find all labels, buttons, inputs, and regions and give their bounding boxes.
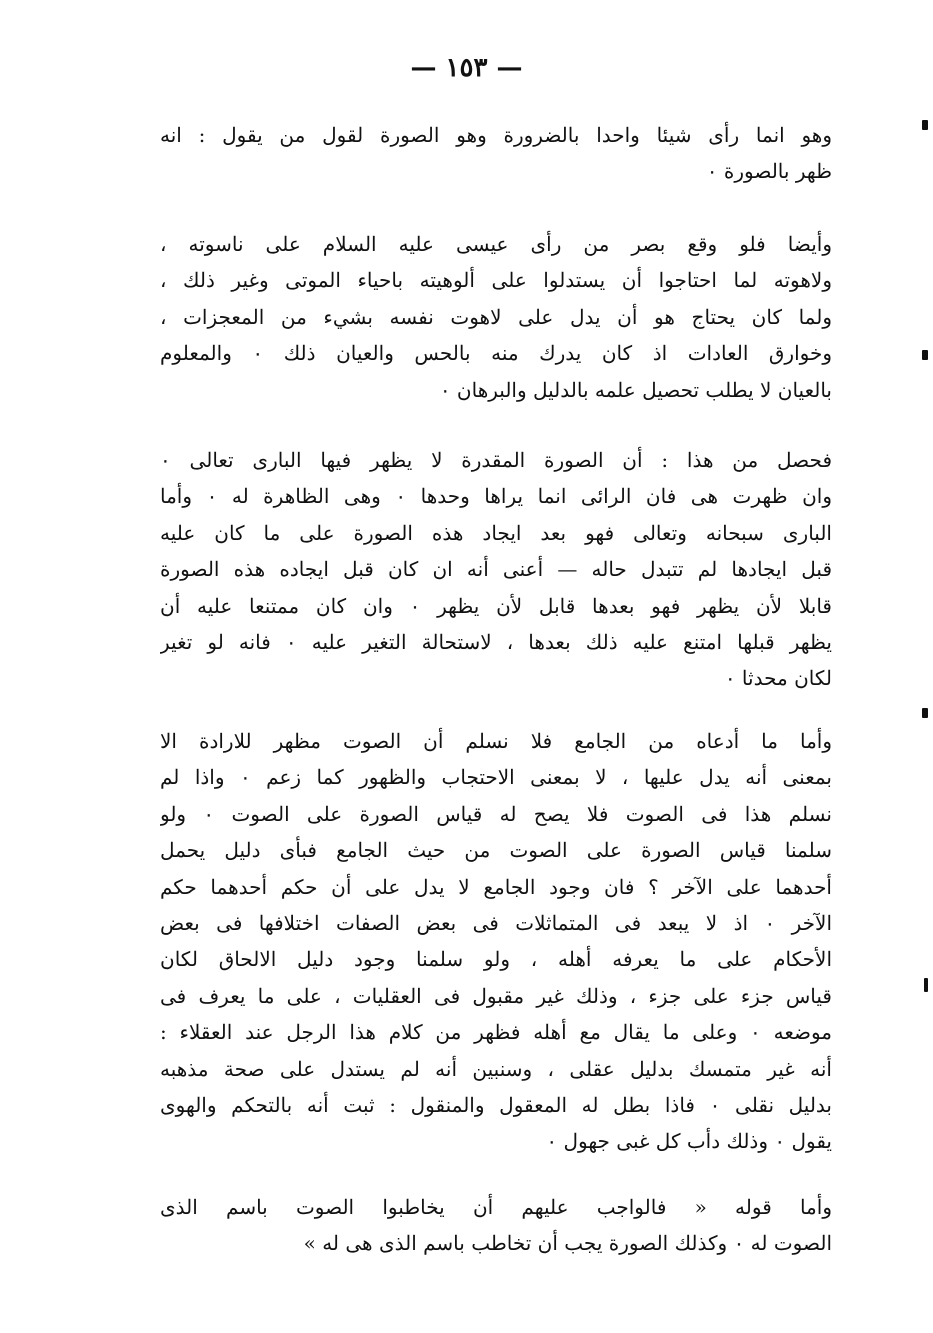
text-line: وهو انما رأى شيئا واحدا بالضرورة وهو الصورة لقول من يقول : انه bbox=[160, 123, 832, 147]
text-line: ولاهوته لما احتاجوا أن يستدلوا على ألوهيته باحياء الموتى وغير ذلك ، bbox=[160, 268, 832, 293]
text-line: وان ظهرت هى فان الرائى انما يراها وحدها ٠ وهى الظاهرة له ٠ وأما bbox=[160, 484, 832, 509]
text-line: قياس جزء على جزء ، وذلك غير مقبول فى العقليات ، على ما يعرف فى bbox=[160, 983, 832, 1008]
scan-margin-mark bbox=[922, 120, 928, 130]
text-line: الصوت له ٠ وكذلك الصورة يجب أن تخاطب باسم الذى هى له » bbox=[303, 1231, 832, 1256]
paragraph-5 bbox=[160, 1189, 832, 1262]
text-line: أنه غير متمسك بدليل عقلى ، وسنبين أنه لم يستدل على صحة مذهبه bbox=[160, 1056, 832, 1081]
paragraph-2 bbox=[160, 226, 832, 408]
text-line: قبل ايجادها لم تتبدل حاله — أعنى أنه ان كان قبل ايجاده هذه الصورة bbox=[160, 557, 832, 582]
scan-margin-mark bbox=[922, 708, 928, 718]
text-line: يظهر قبلها امتنع عليه ذلك بعدها ، لاستحالة التغير عليه ٠ فانه لو تغير bbox=[160, 629, 832, 654]
text-line: وأما ما أدعاه من الجامع فلا نسلم أن الصوت مظهر للارادة الا bbox=[160, 729, 832, 753]
text-line: وأيضا فلو وقع بصر من رأى عيسى عليه السلام على ناسوته ، bbox=[160, 232, 832, 256]
scan-margin-mark bbox=[922, 350, 928, 360]
text-line: يقول ٠ وذلك دأب كل غبى جهول ٠ bbox=[546, 1129, 832, 1154]
paragraph-4 bbox=[160, 723, 832, 1160]
text-line: أحدهما على الآخر ؟ فان وجود الجامع لا يدل على أن حكم أحدهما حكم bbox=[160, 874, 832, 899]
text-line: قابلا لأن يظهر فهو بعدها قابل لأن يظهر ٠ وان كان ممتنعا عليه أن bbox=[160, 593, 832, 618]
text-line: لكان محدثا ٠ bbox=[724, 666, 832, 691]
text-line: سلمنا قياس الصورة على الصوت من حيث الجامع فبأى دليل يحمل bbox=[160, 838, 832, 863]
text-line: وخوارق العادات اذ كان يدرك منه بالحس والعيان ذلك ٠ والمعلوم bbox=[160, 341, 832, 366]
text-line: فحصل من هذا : أن الصورة المقدرة لا يظهر فيها البارى تعالى ٠ bbox=[160, 448, 832, 472]
text-line: بالعيان لا يطلب تحصيل علمه بالدليل والبرهان ٠ bbox=[439, 377, 832, 402]
paragraph-1 bbox=[160, 117, 832, 190]
scan-margin-mark bbox=[924, 978, 928, 992]
text-line: الأحكام على ما يعرفه أهله ، ولو سلمنا وجود دليل الالحاق لكان bbox=[160, 947, 832, 972]
text-line: بمعنى أنه يدل عليها ، لا بمعنى الاحتجاب والظهور كما زعم ٠ واذا لم bbox=[160, 765, 832, 790]
text-line: البارى سبحانه وتعالى فهو بعد ايجاد هذه الصورة على ما كان عليه bbox=[160, 520, 832, 545]
text-line: الآخر ٠ اذ لا يبعد فى المتماثلات فى بعض الصفات اختلافها فى بعض bbox=[160, 910, 832, 935]
text-line: نسلم هذا فى الصوت فلا يصح له قياس الصورة على الصوت ٠ ولو bbox=[160, 801, 832, 826]
page-number: — ١٥٣ — bbox=[410, 53, 523, 83]
text-line: بدليل نقلى ٠ فاذا بطل له المعقول والمنقول : ثبت أنه بالتحكم والهوى bbox=[160, 1092, 832, 1117]
text-line: موضعه ٠ وعلى ما يقال مع أهله فظهر من كلام هذا الرجل عند العقلاء : bbox=[160, 1020, 832, 1045]
text-line: ولما كان يحتاج هو أن يدل على لاهوت نفسه بشيء من المعجزات ، bbox=[160, 304, 832, 329]
text-line: ظهر بالصورة ٠ bbox=[706, 159, 832, 184]
text-line: وأما قوله « فالواجب عليهم أن يخاطبوا الصوت باسم الذى bbox=[160, 1195, 832, 1219]
paragraph-3 bbox=[160, 442, 832, 697]
